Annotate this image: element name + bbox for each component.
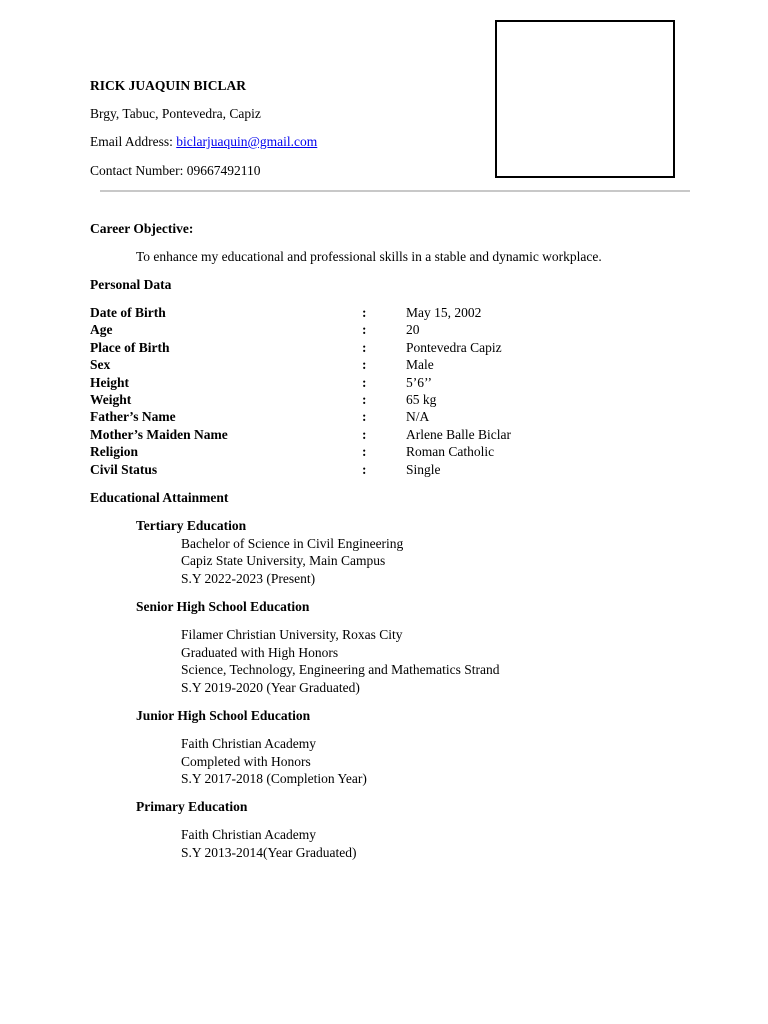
personal-data-label: Place of Birth	[90, 339, 170, 355]
personal-data-label: Civil Status	[90, 461, 158, 477]
junior-line: Faith Christian Academy	[181, 736, 316, 751]
personal-data-row	[90, 392, 650, 409]
personal-data-row	[90, 357, 650, 374]
contact-number: 09667492110	[186, 163, 261, 178]
personal-data-separator: :	[362, 444, 367, 460]
contact-line	[90, 162, 260, 179]
email-label: Email Address:	[90, 134, 173, 149]
personal-data-value: 20	[406, 322, 420, 338]
personal-data-label: Date of Birth	[90, 305, 166, 320]
personal-data-label: Weight	[90, 392, 132, 407]
personal-data-separator: :	[362, 357, 367, 373]
personal-data-separator: :	[362, 409, 367, 425]
senior-line: Graduated with High Honors	[181, 645, 339, 660]
personal-data-separator: :	[362, 392, 367, 407]
header-divider	[100, 190, 690, 192]
junior-line: S.Y 2017-2018 (Completion Year)	[181, 771, 367, 786]
senior-line: Science, Technology, Engineering and Mathematics Strand	[181, 662, 500, 677]
personal-data-value: Arlene Balle Biclar	[406, 426, 511, 442]
personal-data-row	[90, 462, 650, 479]
personal-data-row	[90, 427, 650, 444]
personal-data-value: Male	[406, 357, 434, 373]
senior-line: S.Y 2019-2020 (Year Graduated)	[181, 680, 360, 695]
personal-data-separator: :	[362, 339, 367, 355]
personal-data-separator: :	[362, 374, 367, 390]
personal-data-value: Single	[406, 461, 441, 477]
personal-data-label: Age	[90, 322, 113, 338]
primary-heading: Primary Education	[136, 799, 248, 814]
photo-placeholder	[495, 20, 675, 178]
personal-data-row	[90, 444, 650, 461]
primary-line: S.Y 2013-2014(Year Graduated)	[181, 845, 357, 860]
personal-data-value: 65 kg	[406, 392, 437, 407]
tertiary-line: S.Y 2022-2023 (Present)	[181, 571, 316, 586]
senior-line: Filamer Christian University, Roxas City	[181, 627, 403, 642]
email-link[interactable]: biclarjuaquin@gmail.com	[176, 134, 318, 149]
personal-data-label: Mother’s Maiden Name	[90, 426, 228, 442]
junior-heading: Junior High School Education	[136, 708, 311, 723]
personal-data-label: Sex	[90, 357, 111, 373]
personal-data-value: Pontevedra Capiz	[406, 339, 502, 355]
personal-data-value: Roman Catholic	[406, 444, 495, 460]
personal-data-label: Height	[90, 374, 129, 390]
email-line	[90, 133, 317, 150]
personal-data-value: 5’6’’	[406, 374, 432, 390]
personal-data-row	[90, 375, 650, 392]
personal-data-row	[90, 305, 650, 322]
primary-line: Faith Christian Academy	[181, 827, 316, 842]
education-heading: Educational Attainment	[90, 490, 229, 505]
personal-data-value: May 15, 2002	[406, 305, 482, 320]
junior-line: Completed with Honors	[181, 754, 311, 769]
applicant-name: RICK JUAQUIN BICLAR	[90, 78, 247, 93]
personal-data-separator: :	[362, 426, 367, 442]
senior-heading: Senior High School Education	[136, 599, 310, 614]
personal-data-label: Religion	[90, 444, 139, 460]
tertiary-line: Capiz State University, Main Campus	[181, 553, 386, 568]
personal-data-label: Father’s Name	[90, 409, 176, 425]
objective-text: To enhance my educational and professional skills in a stable and dynamic workplace.	[136, 249, 602, 264]
personal-data-value: N/A	[406, 409, 430, 425]
objective-heading: Career Objective:	[90, 221, 194, 236]
tertiary-heading: Tertiary Education	[136, 518, 247, 533]
personal-data-row	[90, 409, 650, 426]
address: Brgy, Tabuc, Pontevedra, Capiz	[90, 106, 261, 121]
personal-data-heading: Personal Data	[90, 277, 172, 292]
personal-data-row	[90, 322, 650, 339]
tertiary-line: Bachelor of Science in Civil Engineering	[181, 536, 404, 551]
personal-data-separator: :	[362, 461, 367, 477]
contact-label: Contact Number:	[90, 163, 184, 178]
personal-data-separator: :	[362, 305, 367, 320]
personal-data-row	[90, 340, 650, 357]
personal-data-separator: :	[362, 322, 367, 338]
